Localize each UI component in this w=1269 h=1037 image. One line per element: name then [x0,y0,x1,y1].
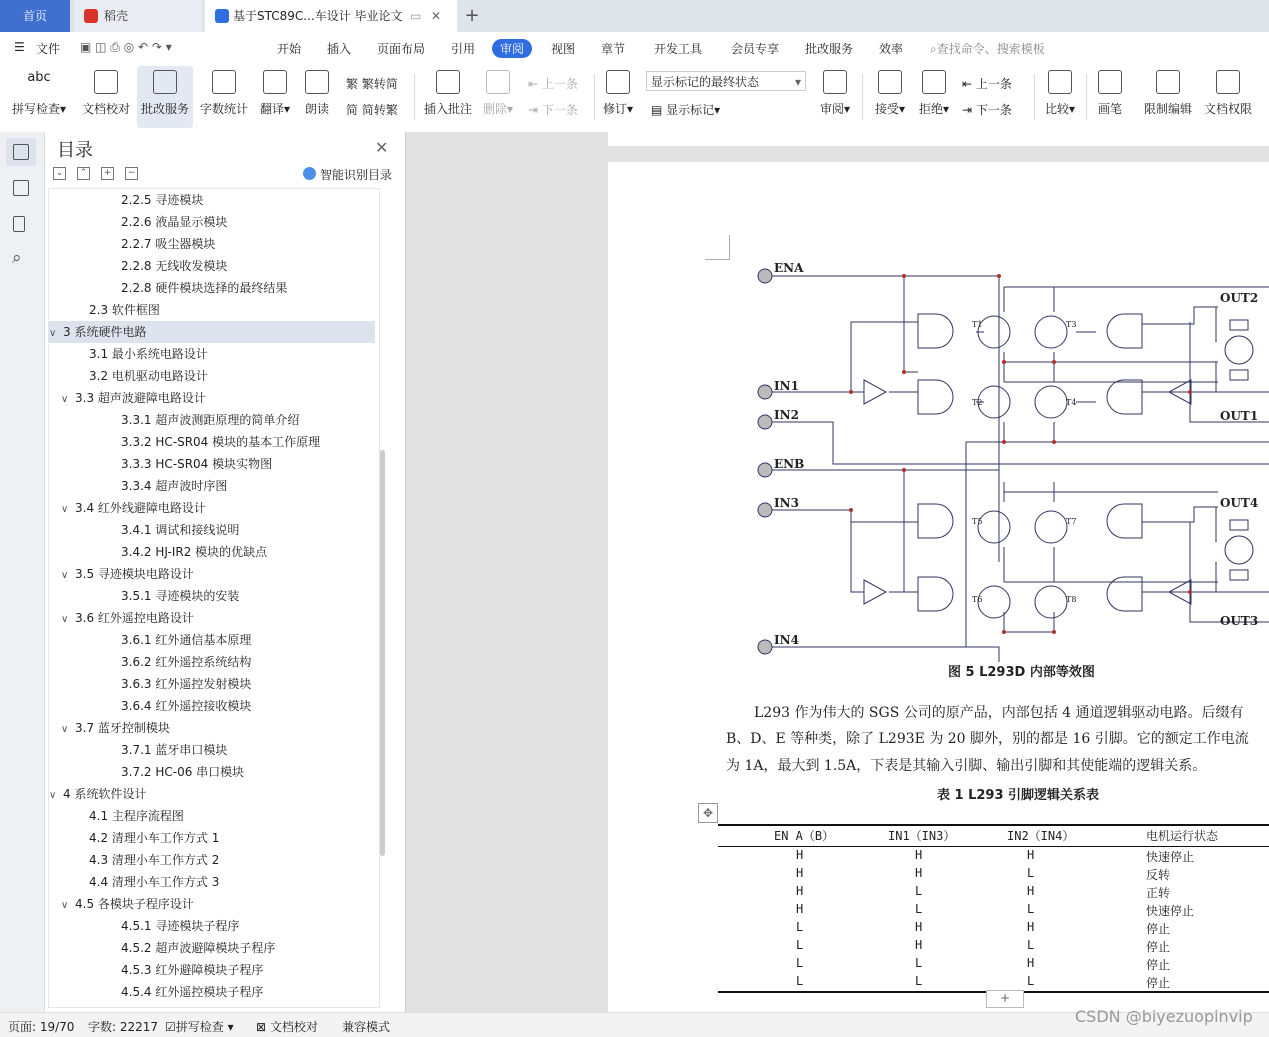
toc-item[interactable] [49,409,299,431]
add-heading-icon[interactable]: + [101,167,114,180]
prev-change-label: 上一条 [975,77,1012,91]
accept-button[interactable]: 接受▾ [870,66,910,128]
command-search-placeholder: 查找命令、搜索模板 [936,42,1045,56]
translate-label: 翻译 [259,102,284,116]
transistor-label-t3: T3 [1066,320,1077,329]
word-count-status[interactable]: 字数: 22217 [88,1020,159,1034]
toc-item-label: 3.5.1 寻迹模块的安装 [121,589,240,603]
toc-item[interactable] [49,563,194,585]
menu-review-service[interactable]: 批改服务 [805,42,854,56]
table-cell: L [1027,974,1035,988]
toc-item-label: 3.7.2 HC-06 串口模块 [121,765,245,779]
pin-label-out2: OUT2 [1220,291,1259,305]
table-header-cell: IN1（IN3） [888,829,956,843]
toc-item-label: 3.6 红外遥控电路设计 [75,611,194,625]
toc-item[interactable] [49,915,239,937]
insert-comment-button[interactable] [420,66,476,128]
remove-heading-icon[interactable]: − [125,167,138,180]
document-area [406,132,1269,1012]
restrict-edit-icon [1156,70,1180,94]
toc-item[interactable] [49,805,184,827]
pin-label-out1: OUT1 [1220,409,1259,423]
table-header-cell: EN A（B） [774,829,835,843]
table-cell: 快速停止 [1146,850,1195,864]
review-service-label: 批改服务 [140,102,189,116]
menu-review[interactable]: 审阅 [492,39,532,58]
read-aloud-label: 朗读 [304,102,329,116]
simp-to-trad-label: 简转繁 [361,103,398,117]
toc-item[interactable] [49,189,203,211]
toc-item-label: 3.6.2 红外遥控系统结构 [121,655,252,669]
restrict-edit-button[interactable] [1140,66,1196,128]
ribbon-divider [1086,74,1087,120]
previous-page-bottom [608,132,1269,146]
reject-button[interactable]: 拒绝▾ [914,66,954,128]
menu-reference[interactable]: 引用 [451,42,476,56]
table-cell: H [915,920,923,934]
toc-item-label: 4.4 清理小车工作方式 3 [89,875,220,889]
menu-bar [0,32,1269,67]
toc-item-label: 2.2.8 硬件模块选择的最终结果 [121,281,288,295]
toc-item-label: 2.2.8 无线收发模块 [121,259,228,273]
toc-item-label: 4.2 清理小车工作方式 1 [89,831,220,845]
restrict-edit-label: 限制编辑 [1143,102,1192,116]
review-service-icon [153,70,177,94]
pin-label-in1: IN1 [774,379,799,393]
pin-label-out4: OUT4 [1220,496,1259,510]
spellcheck-button[interactable]: abc 拼写检查▾ [8,66,70,128]
prev-change-button[interactable]: ⇤ 上一条 [962,77,1012,91]
pin-label-in4: IN4 [774,633,799,647]
table-cell: H [796,884,804,898]
toc-item[interactable] [49,453,272,475]
track-changes-label: 修订 [602,102,627,116]
toc-item[interactable] [49,343,208,365]
reviewer-label: 审阅 [819,102,844,116]
ribbon-divider [862,74,863,120]
menu-view[interactable]: 视图 [551,42,576,56]
table-row [718,866,1269,884]
toc-item-label: 3.3.1 超声波测距原理的简单介绍 [121,413,300,427]
toc-item-label: 3.3.4 超声波时序图 [121,479,228,493]
toc-item-label: 3.4 红外线避障电路设计 [75,501,206,515]
transistor-label-t6: T6 [972,595,983,604]
pin-label-in2: IN2 [774,408,799,422]
toc-item[interactable] [49,475,227,497]
translate-button[interactable]: 翻译▾ [255,66,295,128]
table-cell: L [1027,866,1035,880]
table-cell: L [915,902,923,916]
chevron-down-icon[interactable]: ∨ [49,790,57,801]
toc-item[interactable] [49,607,194,629]
toc-item[interactable] [49,871,219,893]
table-cell: H [1027,920,1035,934]
table-cell: L [1027,938,1035,952]
comment-icon [436,70,460,94]
doc-permission-button[interactable] [1200,66,1256,128]
close-icon[interactable]: ✕ [375,138,389,157]
table-cell: 停止 [1146,958,1171,972]
menu-page-layout[interactable]: 页面布局 [377,42,426,56]
table-cell: H [796,902,804,916]
toc-item-label: 4 系统软件设计 [63,787,147,801]
tab-window-icon[interactable]: ▭ [410,9,422,23]
transistor-label-t1: T1 [972,320,983,329]
table-cell: H [1027,884,1035,898]
table-cell: L [915,974,923,988]
side-icon-strip [0,132,45,1012]
toc-item-label: 4.3 清理小车工作方式 2 [89,853,220,867]
l293d-circuit-diagram [746,252,1269,662]
add-row-button[interactable]: + [986,990,1024,1008]
insert-comment-label: 插入批注 [423,102,472,116]
table-cell: 快速停止 [1146,904,1195,918]
transistor-label-t7: T7 [1066,517,1077,526]
body-paragraph-line2: B、D、E 等种类，除了 L293E 为 20 脚外，别的都是 16 引脚。它的额定工作电流 [726,731,1249,747]
table-caption: 表 1 L293 引脚逻辑关系表 [937,788,1100,803]
menu-efficiency[interactable]: 效率 [879,42,904,56]
chevron-down-icon: ▾ [794,75,801,89]
toc-item[interactable] [49,299,160,321]
prev-comment-button[interactable]: ⇤ 上一条 [528,77,578,91]
toc-item-label: 3.7 蓝牙控制模块 [75,721,170,735]
next-change-label: 下一条 [975,103,1012,117]
toc-item[interactable] [49,981,263,1003]
table-cell: 反转 [1146,868,1171,882]
table-cell: H [1027,956,1035,970]
reject-label: 拒绝 [918,102,943,116]
navigation-icon[interactable] [13,180,29,196]
check-icon: ☑ [165,1020,176,1034]
delete-comment-icon [486,70,510,94]
search-icon: ⌕ [930,42,937,56]
chevron-down-icon[interactable]: ∨ [61,900,69,911]
toc-item[interactable] [49,893,194,915]
menu-member[interactable]: 会员专享 [731,42,780,56]
delete-comment-label: 删除 [482,102,507,116]
toc-item[interactable] [49,783,146,805]
chevron-down-icon[interactable]: ∨ [49,328,57,339]
toc-item[interactable] [49,717,170,739]
tab-docer[interactable] [74,0,202,32]
table-cell: L [796,938,804,952]
show-markup-button[interactable]: ▤ 显示标记▾ [651,103,721,117]
toc-item-label: 4.5 各模块子程序设计 [75,897,194,911]
body-paragraph-line3: 为 1A，最大到 1.5A，下表是其输入引脚、输出引脚和其使能端的逻辑关系。 [726,758,1207,774]
transistor-label-t2: T2 [972,398,983,407]
doc-permission-icon [1216,70,1240,94]
reject-icon [922,70,946,94]
prev-comment-label: 上一条 [541,77,578,91]
spellcheck-status-label: 拼写检查 [175,1020,224,1034]
toc-item[interactable] [49,695,251,717]
table-cell: L [796,956,804,970]
toc-item[interactable] [49,959,263,981]
table-cell: H [1027,848,1035,862]
toc-item-label: 3 系统硬件电路 [63,325,147,339]
pin-label-ena: ENA [774,261,804,275]
smart-toc-button[interactable] [301,166,392,183]
table-cell: 停止 [1146,976,1171,990]
quick-access-icons[interactable]: ▣ ◫ ⎙ ◎ ↶ ↷ ▾ [80,40,172,54]
table-row [718,938,1269,956]
toc-item-label: 3.3 超声波避障电路设计 [75,391,206,405]
table-cell: H [915,866,923,880]
toc-item[interactable] [49,497,206,519]
read-aloud-button[interactable] [299,66,335,128]
table-row [718,956,1269,974]
compare-button[interactable]: 比较▾ [1040,66,1080,128]
table-cell: L [915,884,923,898]
menu-insert[interactable]: 插入 [327,42,352,56]
body-paragraph-line1: L293 作为伟大的 SGS 公司的原产品，内部包括 4 通道逻辑驱动电路。后缀有 [754,705,1244,721]
delete-comment-button[interactable]: 删除▾ [480,66,516,128]
show-markup-label: 显示标记 [666,103,715,117]
simp-to-trad-button[interactable] [346,101,398,118]
toc-item-label: 4.5.2 超声波避障模块子程序 [121,941,276,955]
toc-item-label: 3.1 最小系统电路设计 [89,347,208,361]
menu-start[interactable]: 开始 [277,42,302,56]
toc-item-label: 3.4.2 HJ-IR2 模块的优缺点 [121,545,268,559]
tab-document[interactable] [205,0,457,32]
toc-item[interactable] [49,321,375,343]
word-count-icon [212,70,236,94]
toc-item-label: 2.3 软件框图 [89,303,160,317]
toc-item-label: 3.6.3 红外遥控发射模块 [121,677,252,691]
table-cell: L [796,974,804,988]
menu-chapter[interactable]: 章节 [601,42,626,56]
new-tab-button[interactable]: + [464,5,480,26]
table-cell: H [915,848,923,862]
doc-permission-label: 文档权限 [1203,102,1252,116]
table-top-rule [718,824,1269,826]
compare-icon [1048,70,1072,94]
track-changes-icon [606,70,630,94]
table-cell: 停止 [1146,922,1171,936]
pen-label: 画笔 [1097,102,1122,116]
table-move-handle-icon[interactable]: ✥ [698,803,718,823]
toc-item[interactable] [49,739,227,761]
table-row [718,920,1269,938]
toc-item[interactable] [49,541,267,563]
pin-label-in3: IN3 [774,496,799,510]
menu-developer[interactable]: 开发工具 [654,42,703,56]
spellcheck-label: 拼写检查 [11,102,60,116]
chevron-down-icon[interactable]: ∨ [61,504,69,515]
toc-item-label: 2.2.6 液晶显示模块 [121,215,228,229]
table-row [718,884,1269,902]
toc-item-label: 3.3.3 HC-SR04 模块实物图 [121,457,273,471]
command-search[interactable] [930,40,1045,57]
markup-state-value: 显示标记的最终状态 [651,75,760,89]
read-aloud-icon [305,70,329,94]
ribbon-divider [414,74,415,120]
word-count-label: 字数统计 [199,102,248,116]
toc-item[interactable] [49,365,208,387]
next-change-button[interactable]: ⇥ 下一条 [962,103,1012,117]
table-header-row [718,827,1269,845]
table-row [718,902,1269,920]
table-cell: L [796,920,804,934]
toc-item-label: 2.2.7 吸尘器模块 [121,237,216,251]
toc-item[interactable] [49,387,206,409]
transistor-label-t8: T8 [1066,595,1077,604]
table-cell: 停止 [1146,940,1171,954]
table-cell: H [796,848,804,862]
toc-item[interactable] [49,277,287,299]
toc-item[interactable] [49,761,244,783]
expand-up-icon[interactable]: ⌃ [77,167,90,180]
csdn-watermark: CSDN @biyezuopinvip [1075,1007,1253,1026]
abc-icon: abc [27,70,51,85]
doc-check-status-icon: ⊠ [256,1020,267,1034]
toc-item[interactable] [49,233,215,255]
doc-check-status-label: 文档校对 [269,1020,318,1034]
toc-item[interactable] [49,629,251,651]
table-header-rule [718,846,1269,847]
pen-icon [1098,70,1122,94]
simp-icon: 简 [346,103,359,117]
toc-item-label: 4.5.1 寻迹模块子程序 [121,919,240,933]
next-comment-button[interactable]: ⇥ 下一条 [528,103,578,117]
toc-item-label: 3.4.1 调试和接线说明 [121,523,240,537]
toc-item-label: 3.6.4 红外遥控接收模块 [121,699,252,713]
markup-state-select[interactable] [646,71,806,91]
toc-item[interactable] [49,519,239,541]
toc-item-label: 2.2.5 寻迹模块 [121,193,204,207]
pin-label-enb: ENB [774,457,805,471]
toc-item-label: 3.6.1 红外通信基本原理 [121,633,252,647]
document-page[interactable] [608,162,1269,1012]
chevron-down-icon[interactable]: ∨ [61,570,69,581]
collapse-all-icon[interactable]: ⌄ [53,167,66,180]
toc-item[interactable] [49,673,251,695]
pen-button[interactable] [1094,66,1126,128]
doc-check-button[interactable] [78,66,134,128]
smart-toc-label: 智能识别目录 [320,168,393,182]
reviewer-icon [823,70,847,94]
accept-icon [878,70,902,94]
accept-label: 接受 [874,102,899,116]
toc-item[interactable] [49,827,219,849]
chevron-down-icon[interactable]: ∨ [61,724,69,735]
tab-bar [0,0,1269,32]
table-cell: L [1027,902,1035,916]
tab-close-icon[interactable]: ✕ [431,9,442,23]
toc-item-label: 4.5.4 红外遥控模块子程序 [121,985,264,999]
compat-mode-status: 兼容模式 [342,1020,391,1034]
tab-docer-label: 稻壳 [104,9,129,23]
page-indicator[interactable]: 页面: 19/70 [8,1020,75,1034]
table-cell: L [915,956,923,970]
toc-item[interactable] [49,211,227,233]
ribbon [0,66,1269,133]
table-header-cell: 电机运行状态 [1146,829,1219,843]
doc-check-status[interactable] [256,1018,318,1035]
toc-scrollbar[interactable] [380,450,385,856]
word-doc-icon [215,9,229,23]
chevron-down-icon[interactable]: ∨ [61,614,69,625]
review-service-button[interactable] [137,66,193,128]
toc-item[interactable] [49,585,239,607]
toc-item[interactable] [49,937,275,959]
figure-caption: 图 5 L293D 内部等效图 [948,665,1095,680]
transistor-label-t5: T5 [972,517,983,526]
reviewer-button[interactable]: 审阅▾ [816,66,854,128]
next-comment-label: 下一条 [541,103,578,117]
toc-item[interactable] [49,431,320,453]
pin-label-out3: OUT3 [1220,614,1259,628]
table-cell: H [796,866,804,880]
doc-check-icon [94,70,118,94]
toc-icon[interactable] [13,144,29,160]
toc-panel [45,132,406,1012]
trad-to-simp-label: 繁转简 [361,77,398,91]
toc-item-label: 3.5 寻迹模块电路设计 [75,567,194,581]
toc-item-label: 4.1 主程序流程图 [89,809,184,823]
tab-home[interactable]: 首页 [0,0,70,32]
bookmark-icon[interactable] [13,216,25,232]
toc-item-label: 3.7.1 蓝牙串口模块 [121,743,228,757]
chevron-down-icon[interactable]: ∨ [61,394,69,405]
table-row [718,848,1269,866]
trad-to-simp-button[interactable] [346,75,398,92]
hamburger-icon[interactable]: ☰ [14,40,25,54]
toc-item[interactable] [49,849,219,871]
page-margin-mark [705,235,730,260]
compare-label: 比较 [1044,102,1069,116]
table-cell: H [915,938,923,952]
menu-file[interactable]: 文件 [36,42,61,56]
word-count-button[interactable] [197,66,251,128]
docer-icon [84,9,98,23]
trad-icon: 繁 [346,77,359,91]
track-changes-button[interactable]: 修订▾ [600,66,636,128]
toc-item[interactable] [49,651,251,673]
table-cell: 正转 [1146,886,1171,900]
toc-item-label: 4.5.3 红外避障模块子程序 [121,963,264,977]
tab-document-label: 基于STC89C...车设计 毕业论文 [233,9,403,23]
spellcheck-status[interactable]: ☑拼写检查 ▾ [165,1020,234,1034]
transistor-label-t4: T4 [1066,398,1077,407]
toc-title: 目录 [57,140,93,161]
toc-list [48,188,380,1008]
ribbon-divider [594,74,595,120]
toc-item-label: 3.2 电机驱动电路设计 [89,369,208,383]
doc-check-label: 文档校对 [81,102,130,116]
toc-item-label: 3.3.2 HC-SR04 模块的基本工作原理 [121,435,321,449]
search-icon[interactable]: ⌕ [12,248,22,268]
translate-icon [263,70,287,94]
toc-item[interactable] [49,255,227,277]
table-header-cell: IN2（IN4） [1007,829,1075,843]
ribbon-divider [1034,74,1035,120]
